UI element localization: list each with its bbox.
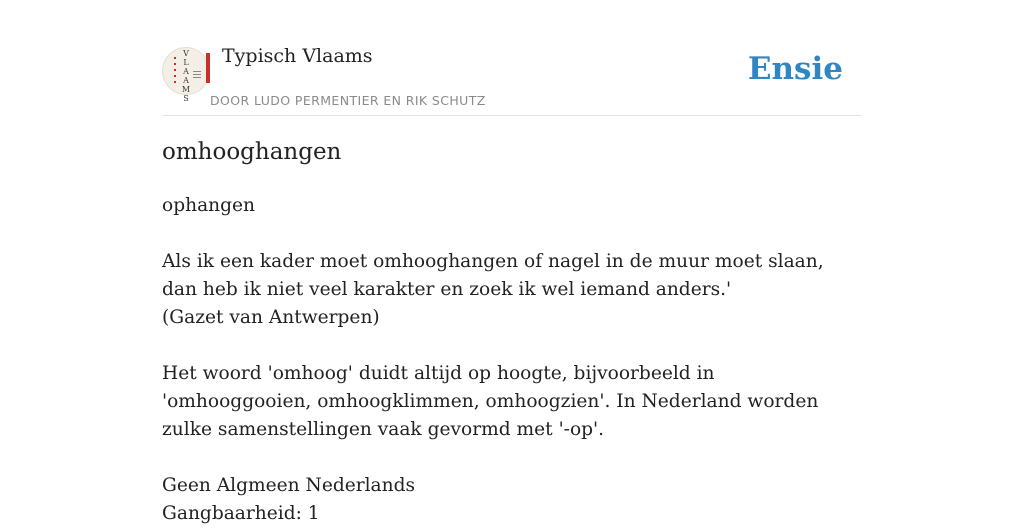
entry-explanation: Het woord 'omhoog' duidt altijd op hoogte, bijvoorbeeld in 'omhooggooien, omhoogklimmen, omhoogzien'. In Nederland worden zulke samenstellingen vaak gevormd met '-op'. bbox=[162, 363, 819, 440]
cover-lettering: V L A A M S bbox=[181, 49, 191, 103]
entry-status: Geen Algmeen Nederlands bbox=[162, 475, 416, 496]
header bbox=[162, 0, 862, 116]
cover-text-lines bbox=[193, 71, 201, 80]
cover-accent-stripe bbox=[206, 53, 210, 83]
cover-decoration bbox=[174, 57, 176, 83]
entry-body bbox=[162, 192, 862, 528]
entry-title: omhooghangen bbox=[162, 139, 342, 165]
entry-frequency: Gangbaarheid: 1 bbox=[162, 503, 320, 524]
entry-example: Als ik een kader moet omhooghangen of nagel in de muur moet slaan, dan heb ik niet veel karakter en zoek ik wel iemand anders.' bbox=[162, 251, 824, 300]
ensie-logo-link[interactable]: Ensie bbox=[747, 51, 843, 87]
book-authors: DOOR LUDO PERMENTIER EN RIK SCHUTZ bbox=[210, 93, 486, 108]
page bbox=[162, 0, 862, 524]
entry-source: (Gazet van Antwerpen) bbox=[162, 307, 380, 328]
book-cover-image[interactable] bbox=[162, 47, 210, 103]
entry-definition: ophangen bbox=[162, 195, 256, 216]
book-title-link[interactable]: Typisch Vlaams bbox=[222, 45, 373, 67]
